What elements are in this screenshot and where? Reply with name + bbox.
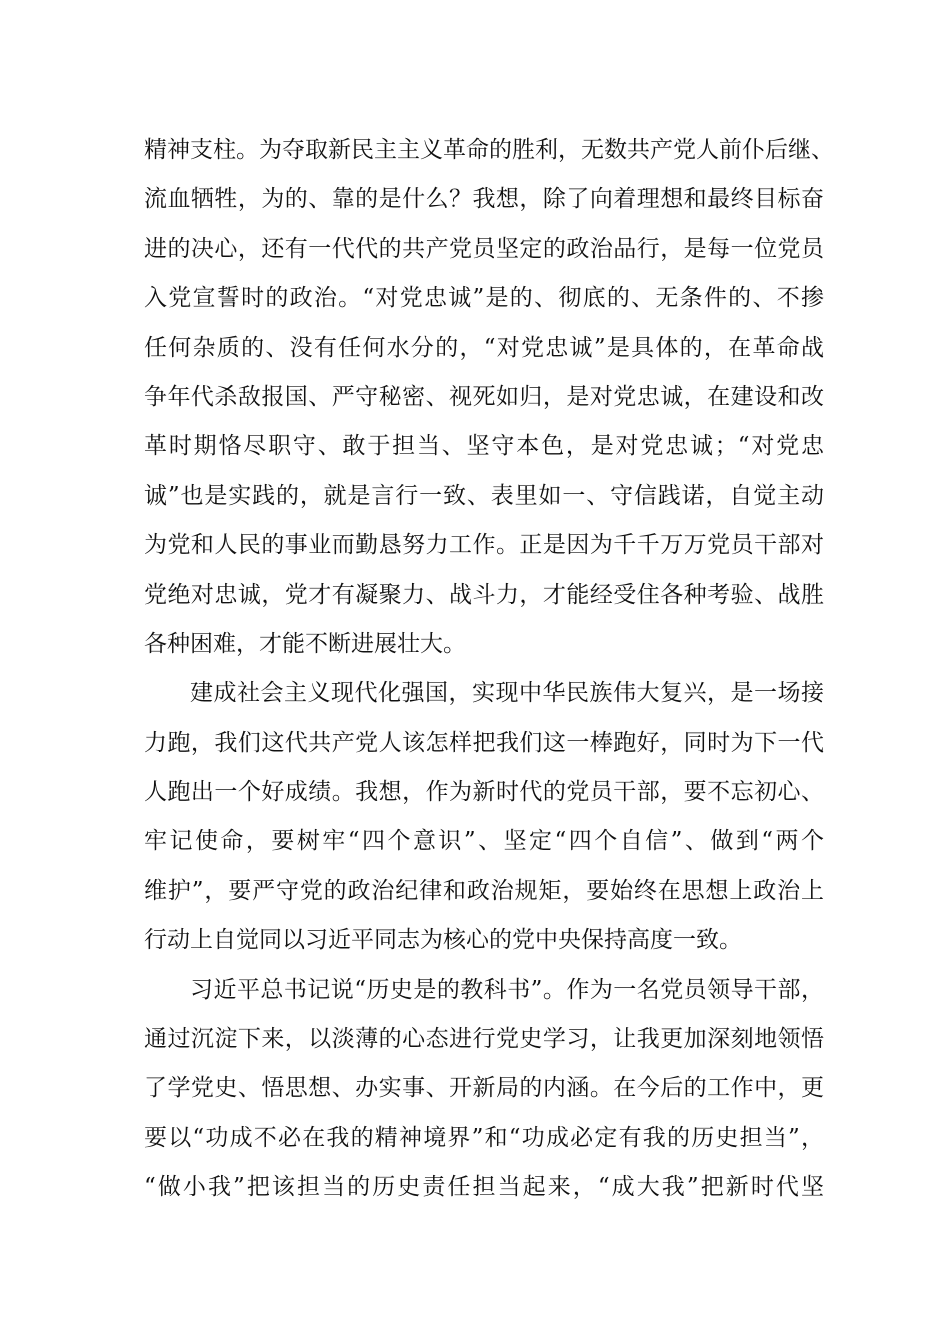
text-line: 精神支柱。为夺取新民主主义革命的胜利，无数共产党人前仆后继、 xyxy=(144,137,834,163)
text-line: 通过沉淀下来，以淡薄的心态进行党史学习，让我更加深刻地领悟 xyxy=(144,1026,824,1053)
paragraph-2 xyxy=(144,669,824,965)
text-line: 人跑出一个好成绩。我想，作为新时代的党员干部，要不忘初心、 xyxy=(144,779,824,806)
text-line: 入党宣誓时的政治。“对党忠诚”是的、彻底的、无条件的、不掺 xyxy=(144,285,824,312)
text-line: 党绝对忠诚，党才有凝聚力、战斗力，才能经受住各种考验、战胜 xyxy=(144,581,824,608)
text-line: 牢记使命，要树牢“四个意识”、坚定“四个自信”、做到“两个 xyxy=(144,828,824,855)
text-line: 进的决心，还有一代代的共产党员坚定的政治品行，是每一位党员 xyxy=(144,235,824,262)
text-line: “做小我”把该担当的历史责任担当起来，“成大我”把新时代坚 xyxy=(144,1174,824,1201)
text-line: 为党和人民的事业而勤恳努力工作。正是因为千千万万党员干部对 xyxy=(144,532,824,559)
text-line: 习近平总书记说“历史是的教科书”。作为一名党员领导干部， xyxy=(190,976,824,1003)
text-line: 行动上自觉同以习近平同志为核心的党中央保持高度一致。 xyxy=(144,927,742,954)
paragraph-3 xyxy=(144,966,824,1213)
body-text xyxy=(144,126,834,1213)
paragraph-1 xyxy=(144,126,834,669)
text-line: 流血牺牲，为的、靠的是什么？我想，除了向着理想和最终目标奋 xyxy=(144,186,824,213)
text-line: 各种困难，才能不断进展壮大。 xyxy=(144,630,466,657)
text-line: 诚”也是实践的，就是言行一致、表里如一、守信践诺，自觉主动 xyxy=(144,482,824,509)
text-line: 革时期恪尽职守、敢于担当、坚守本色，是对党忠诚；“对党忠 xyxy=(144,433,824,460)
text-line: 要以“功成不必在我的精神境界”和“功成必定有我的历史担当”， xyxy=(144,1124,824,1151)
text-line: 力跑，我们这代共产党人该怎样把我们这一棒跑好，同时为下一代 xyxy=(144,729,824,756)
text-line: 建成社会主义现代化强国，实现中华民族伟大复兴，是一场接 xyxy=(190,680,824,707)
text-line: 维护”，要严守党的政治纪律和政治规矩，要始终在思想上政治上 xyxy=(144,877,824,904)
text-line: 争年代杀敌报国、严守秘密、视死如归，是对党忠诚，在建设和改 xyxy=(144,383,824,410)
text-line: 了学党史、悟思想、办实事、开新局的内涵。在今后的工作中，更 xyxy=(144,1075,824,1102)
text-line: 任何杂质的、没有任何水分的，“对党忠诚”是具体的，在革命战 xyxy=(144,334,824,361)
